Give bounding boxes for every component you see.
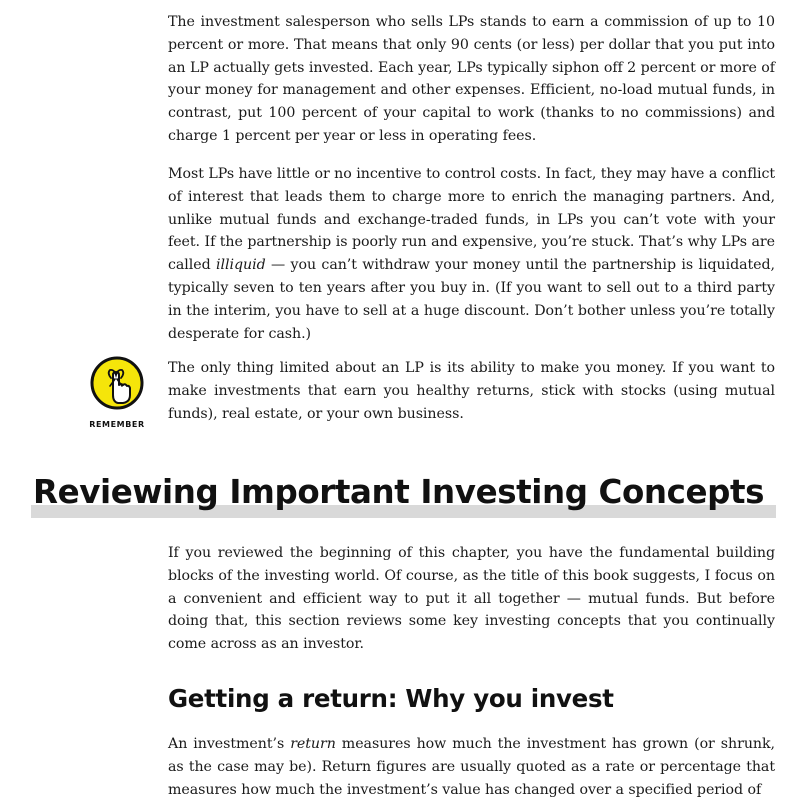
- paragraph-text: An investment’s: [168, 736, 291, 752]
- paragraph-text: measures how much the investment has grown (or shrunk, as the case may be). Return figures are usually quoted as a rate or percentage that measures how much the investment’s value has changed over a specified period of: [168, 736, 775, 798]
- finger-string-icon: [86, 355, 148, 417]
- emphasized-term: return: [290, 736, 336, 752]
- paragraph-lp-commissions: The investment salesperson who sells LPs stands to earn a commission of up to 10 percent or more. That means that only 90 cents (or less) per dollar that you put into an LP actually gets invested. Each year, LPs typically siphon off 2 percent or more of your money for management and other expenses. Efficient, no-load mutual funds, in contrast, put 100 percent of your capital to work (thanks to no commissions) and charge 1 percent per year or less in operating fees.: [168, 14, 775, 144]
- paragraph-section-intro: If you reviewed the beginning of this chapter, you have the fundamental building blocks of the investing world. Of course, as the title of this book suggests, I focus on a convenient and efficient way to put it all together — mutual funds. But before doing that, this section reviews some key investing concepts that you continually come across as an investor.: [168, 545, 775, 653]
- remember-label: REMEMBER: [89, 420, 145, 429]
- paragraph-remember-note: The only thing limited about an LP is its ability to make you money. If you want to make investments that earn you healthy returns, stick with stocks (using mutual funds), real estate, or your own business.: [168, 360, 775, 422]
- section-heading: Reviewing Important Investing Concepts: [33, 473, 765, 511]
- paragraph-return-definition: [168, 733, 775, 801]
- subsection-heading: Getting a return: Why you invest: [168, 684, 614, 713]
- emphasized-term: illiquid: [216, 257, 266, 274]
- paragraph-text: Most LPs have little or no incentive to control costs. In fact, they may have a conflict of interest that leads them to charge more to enrich the managing partners. And, unlike mutual funds and exchange-traded funds, in LPs you can’t vote with your feet. If the partnership is poorly run and expensive, you’re stuck. That’s why LPs are called: [168, 166, 775, 274]
- paragraph-lp-costs: [168, 163, 775, 345]
- paragraph-text: — you can’t withdraw your money until the partnership is liquidated, typically seven to ten years after you buy in. (If you want to sell out to a third party in the interim, you have to sell at a huge discount. Don’t bother unless you’re totally desperate for cash.): [168, 257, 775, 342]
- remember-callout: [86, 355, 148, 435]
